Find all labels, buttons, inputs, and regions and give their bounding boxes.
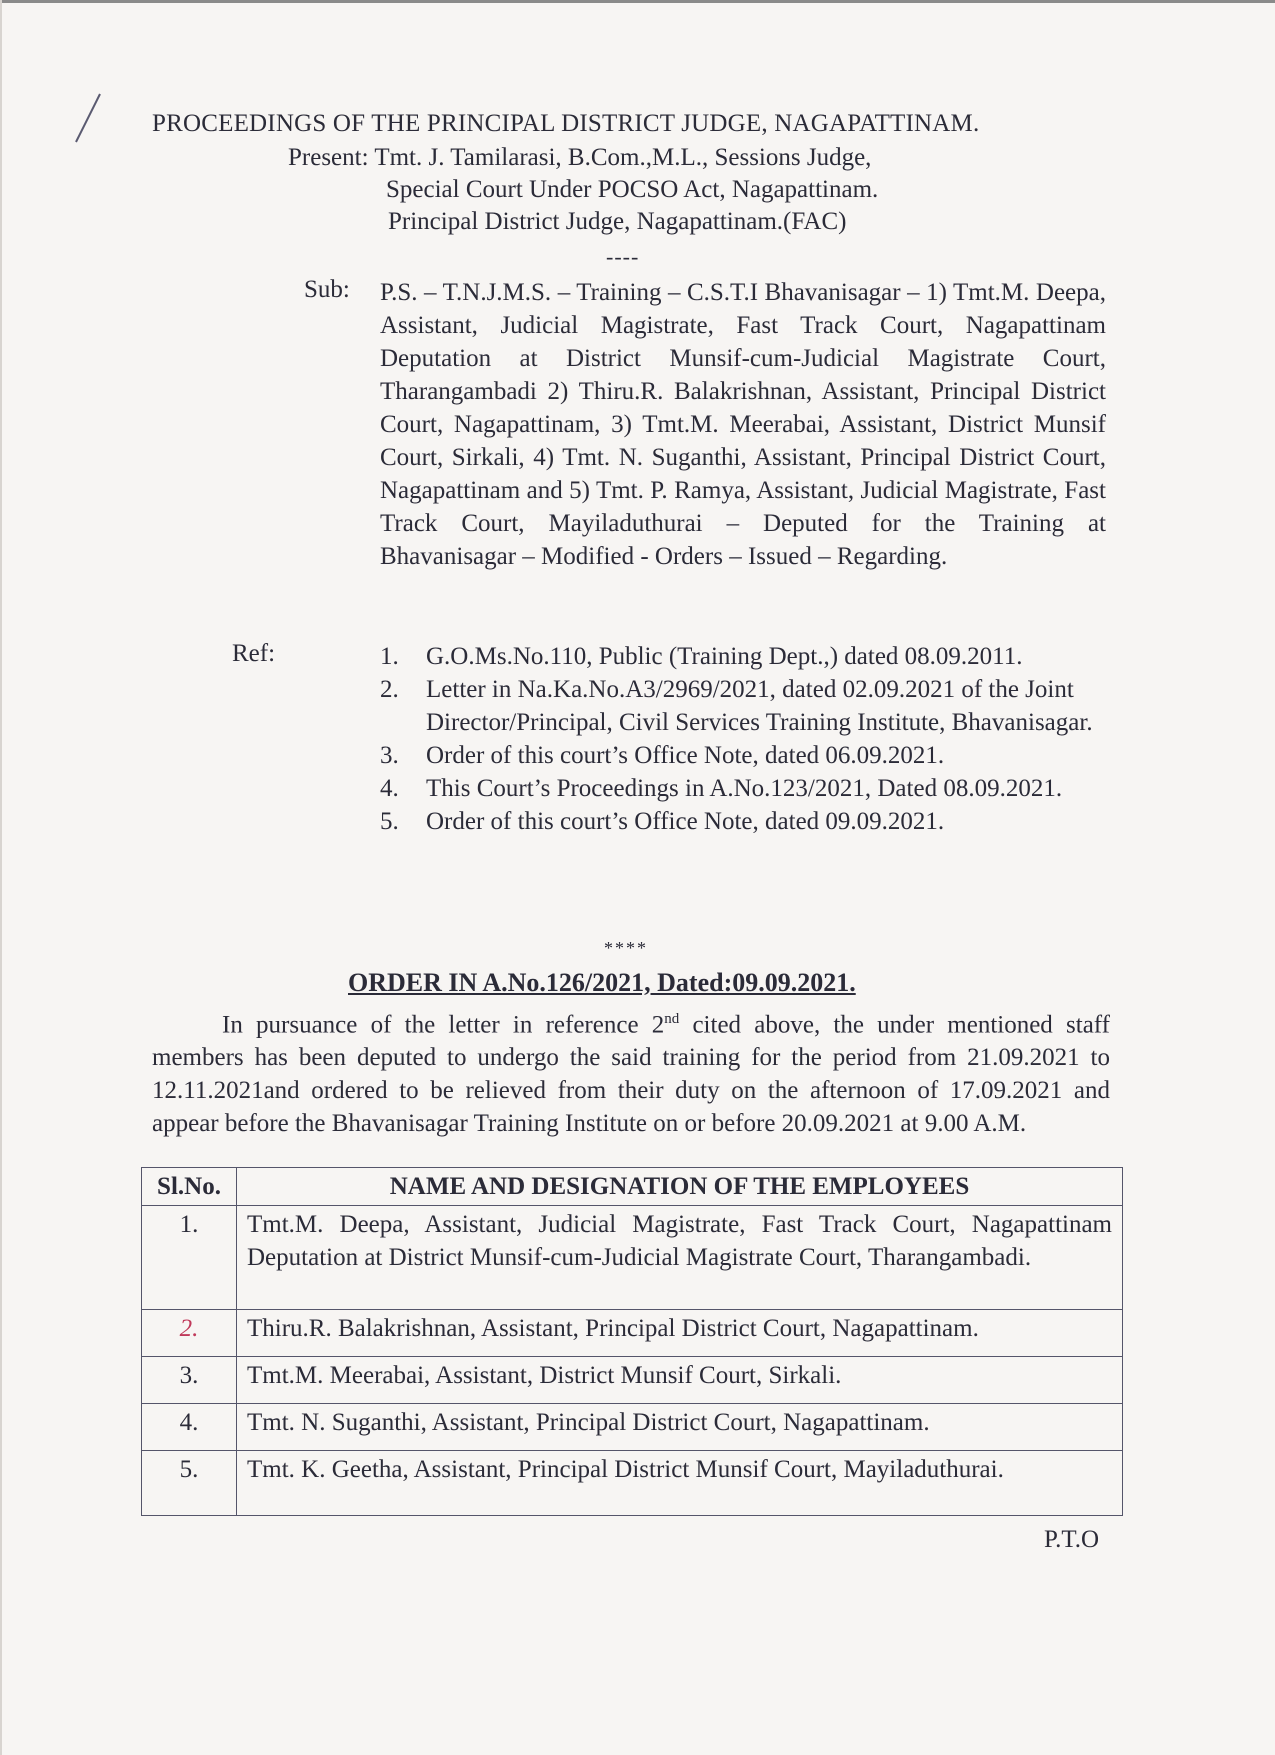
reference-item: [380, 772, 1110, 805]
table-row: [142, 1310, 1123, 1357]
reference-number: 1.: [380, 643, 399, 670]
order-heading: ORDER IN A.No.126/2021, Dated:09.09.2021.: [348, 968, 856, 997]
reference-text: This Court’s Proceedings in A.No.123/2021, Dated 08.09.2021.: [426, 775, 1063, 802]
reference-list: [380, 640, 1110, 838]
table-row: [142, 1206, 1123, 1310]
handwritten-slash-mark: [70, 92, 110, 144]
row-description: Tmt. N. Suganthi, Assistant, Principal District Court, Nagapattinam.: [237, 1404, 1123, 1451]
reference-text: Letter in Na.Ka.No.A3/2969/2021, dated 02.09.2021 of the Joint Director/Principal, Civil Services Training Institute, Bhavanisagar.: [426, 676, 1093, 736]
subject-label: Sub:: [304, 276, 350, 303]
column-header-name: NAME AND DESIGNATION OF THE EMPLOYEES: [237, 1168, 1123, 1206]
subject-text: P.S. – T.N.J.M.S. – Training – C.S.T.I Bhavanisagar – 1) Tmt.M. Deepa, Assistant, Judicial Magistrate, Fast Track Court, Nagapattinam Deputation at District Munsif-cum-Judicial Magistrate Court, Tharangambadi 2) Thiru.R. Balakrishnan, Assistant, Principal District Court, Nagapattinam, 3) Tmt.M. Meerabai, Assistant, District Munsif Court, Sirkali, 4) Tmt. N. Suganthi, Assistant, Principal District Court, Nagapattinam and 5) Tmt. P. Ramya, Assistant, Judicial Magistrate, Fast Track Court, Mayiladuthurai – Deputed for the Training at Bhavanisagar – Modified - Orders – Issued – Regarding.: [380, 279, 1106, 570]
order-paragraph-sup: nd: [664, 1011, 680, 1027]
present-line-3: Principal District Judge, Nagapattinam.(FAC): [388, 208, 847, 235]
reference-number: 5.: [380, 808, 399, 835]
proceedings-title: PROCEEDINGS OF THE PRINCIPAL DISTRICT JUDGE, NAGAPATTINAM.: [152, 110, 980, 137]
row-description: Tmt. K. Geetha, Assistant, Principal District Munsif Court, Mayiladuthurai.: [237, 1451, 1123, 1516]
table-header-row: [142, 1168, 1123, 1206]
order-paragraph-part2: cited above, the under mentioned staff members has been deputed to undergo the said training for the period from 21.09.2021 to 12.11.2021and ordered to be relieved from their duty on the afternoon of 17.09.2021 and appear before the Bhavanisagar Training Institute on or before 20.09.2021 at 9.00 A.M.: [152, 1011, 1110, 1138]
section-stars: ****: [604, 938, 648, 958]
table-row: [142, 1357, 1123, 1404]
reference-text: Order of this court’s Office Note, dated 09.09.2021.: [426, 808, 945, 835]
row-number: 4.: [142, 1404, 237, 1451]
row-description: Tmt.M. Deepa, Assistant, Judicial Magistrate, Fast Track Court, Nagapattinam Deputation at District Munsif-cum-Judicial Magistrate Court, Tharangambadi.: [237, 1206, 1123, 1310]
row-description: Tmt.M. Meerabai, Assistant, District Munsif Court, Sirkali.: [237, 1357, 1123, 1404]
reference-label: Ref:: [232, 640, 276, 667]
row-number: 2.: [142, 1310, 237, 1357]
reference-number: 2.: [380, 676, 399, 703]
pto-marker: P.T.O: [1044, 1526, 1100, 1553]
reference-text: G.O.Ms.No.110, Public (Training Dept.,) dated 08.09.2011.: [426, 643, 1023, 670]
employees-table: [141, 1167, 1123, 1516]
row-number: 5.: [142, 1451, 237, 1516]
reference-item: [380, 805, 1110, 838]
order-paragraph: [152, 1003, 1110, 1140]
row-number: 1.: [142, 1206, 237, 1310]
reference-number: 4.: [380, 775, 399, 802]
present-line-2: Special Court Under POCSO Act, Nagapattinam.: [386, 176, 879, 203]
column-header-slno: Sl.No.: [142, 1168, 237, 1206]
reference-item: [380, 640, 1110, 673]
reference-number: 3.: [380, 742, 399, 769]
reference-item: [380, 673, 1110, 739]
reference-item: [380, 739, 1110, 772]
row-number: 3.: [142, 1357, 237, 1404]
scan-edge-top: [0, 0, 1275, 3]
table-row: [142, 1451, 1123, 1516]
header-separator: ----: [606, 244, 640, 269]
table-row: [142, 1404, 1123, 1451]
row-description: Thiru.R. Balakrishnan, Assistant, Principal District Court, Nagapattinam.: [237, 1310, 1123, 1357]
present-line-1: Present: Tmt. J. Tamilarasi, B.Com.,M.L., Sessions Judge,: [288, 144, 872, 171]
scan-edge-left: [0, 0, 2, 1755]
order-paragraph-part1: In pursuance of the letter in reference 2: [222, 1011, 665, 1039]
reference-text: Order of this court’s Office Note, dated 06.09.2021.: [426, 742, 945, 769]
